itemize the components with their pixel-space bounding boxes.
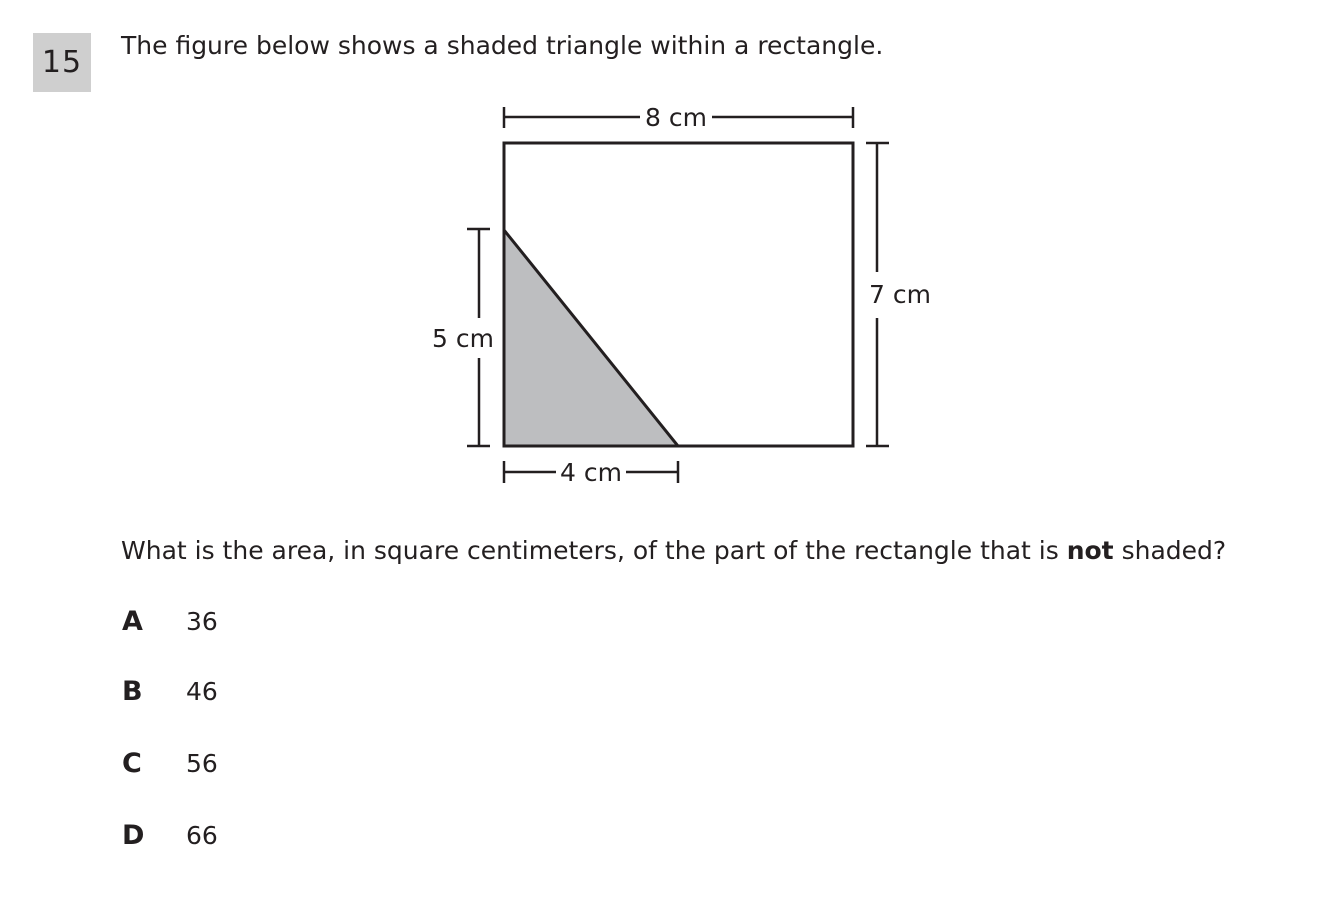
choice-a[interactable] <box>122 603 218 639</box>
choice-d[interactable] <box>122 817 218 853</box>
right-height-label: 7 cm <box>869 280 931 309</box>
prompt-after: shaded? <box>1113 536 1227 565</box>
choice-b[interactable] <box>122 673 218 709</box>
top-width-label: 8 cm <box>645 103 707 132</box>
question-stem: The figure below shows a shaded triangle within a rectangle. <box>121 31 884 60</box>
prompt-emphasis: not <box>1066 536 1114 565</box>
prompt-before: What is the area, in square centimeters, of the part of the rectangle that is <box>121 536 1067 565</box>
choice-value: 36 <box>186 606 218 636</box>
question-prompt <box>121 533 1226 569</box>
choice-c[interactable] <box>122 745 218 781</box>
choice-letter: D <box>122 819 145 851</box>
choice-letter: C <box>122 747 142 779</box>
choice-value: 66 <box>186 820 218 850</box>
question-number: 15 <box>33 33 91 92</box>
left-height-label: 5 cm <box>432 324 494 353</box>
choice-value: 46 <box>186 676 218 706</box>
choice-value: 56 <box>186 748 218 778</box>
bottom-width-label: 4 cm <box>560 458 622 487</box>
choice-letter: A <box>122 605 143 637</box>
choice-letter: B <box>122 675 143 707</box>
shaded-triangle <box>504 230 678 446</box>
